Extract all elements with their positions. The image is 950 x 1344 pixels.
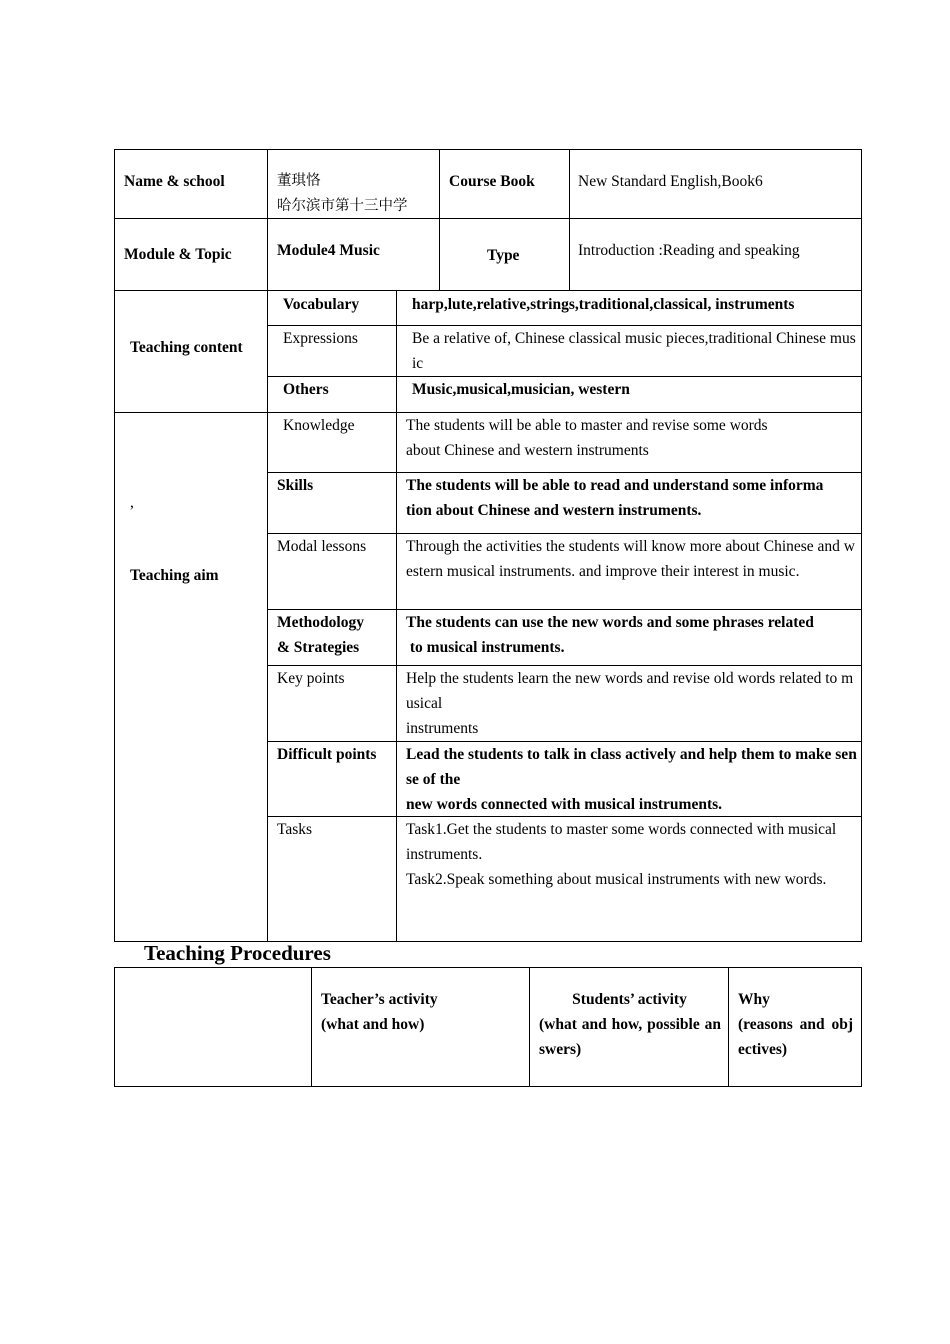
students-activity-subheader: (what and how, possible answers) (539, 1016, 721, 1058)
knowledge-label: Knowledge (283, 417, 355, 434)
grid-line (311, 967, 312, 1087)
teaching-aim-label: Teaching aim (130, 567, 219, 584)
difficult-points-value: Lead the students to talk in class actively and help them to make sense of the new words connected with musical instruments. (406, 746, 857, 813)
tasks-value: Task1.Get the students to master some words connected with musical instruments. Task2.Speak something about musical instruments with new words. (406, 821, 837, 888)
course-book-value: New Standard English,Book6 (578, 173, 763, 190)
grid-line (439, 149, 440, 291)
name-school-value: 董琪恪 哈尔滨市第十三中学 (277, 173, 408, 214)
type-value: Introduction :Reading and speaking (578, 242, 800, 259)
others-label: Others (283, 381, 329, 398)
type-label: Type (487, 247, 520, 264)
difficult-points-label: Difficult points (277, 746, 377, 763)
aim-comma: , (130, 494, 134, 511)
modal-lessons-value: Through the activities the students will know more about Chinese and western musical instruments. and improve their interest in music. (406, 538, 855, 580)
module-topic-label: Module & Topic (124, 246, 232, 263)
tasks-label: Tasks (277, 821, 313, 838)
grid-line (396, 290, 397, 413)
grid-line (267, 290, 268, 942)
vocabulary-label: Vocabulary (283, 296, 360, 313)
teaching-content-label: Teaching content (130, 339, 243, 356)
course-book-label: Course Book (449, 173, 535, 190)
grid-line (569, 149, 570, 291)
students-activity-header: Students’ activity (572, 991, 687, 1008)
teacher-activity-header: Teacher’s activity (what and how) (321, 991, 438, 1033)
others-value: Music,musical,musician, western (412, 381, 630, 398)
methodology-value: The students can use the new words and some phrases related to musical instruments. (406, 614, 814, 656)
key-points-value: Help the students learn the new words and revise old words related to musical instruments (406, 670, 854, 737)
grid-line (396, 412, 397, 942)
expressions-value: Be a relative of, Chinese classical music pieces,traditional Chinese music (412, 330, 856, 372)
skills-label: Skills (277, 477, 314, 494)
knowledge-value: The students will be able to master and revise some words about Chinese and western instruments (406, 417, 768, 459)
grid-line (728, 967, 729, 1087)
why-header: Why (reasons and objectives) (738, 991, 853, 1058)
module-topic-value: Module4 Music (277, 242, 380, 259)
modal-lessons-label: Modal lessons (277, 538, 367, 555)
procedures-title: Teaching Procedures (144, 941, 331, 965)
expressions-label: Expressions (283, 330, 358, 347)
grid-line (529, 967, 530, 1087)
grid-line (267, 149, 268, 291)
skills-value: The students will be able to read and understand some information about Chinese and western instruments. (406, 477, 824, 519)
vocabulary-value: harp,lute,relative,strings,traditional,classical, instruments (412, 296, 795, 313)
key-points-label: Key points (277, 670, 345, 687)
methodology-label: Methodology & Strategies (277, 614, 364, 656)
name-school-label: Name & school (124, 173, 225, 190)
grid-line (114, 218, 862, 219)
